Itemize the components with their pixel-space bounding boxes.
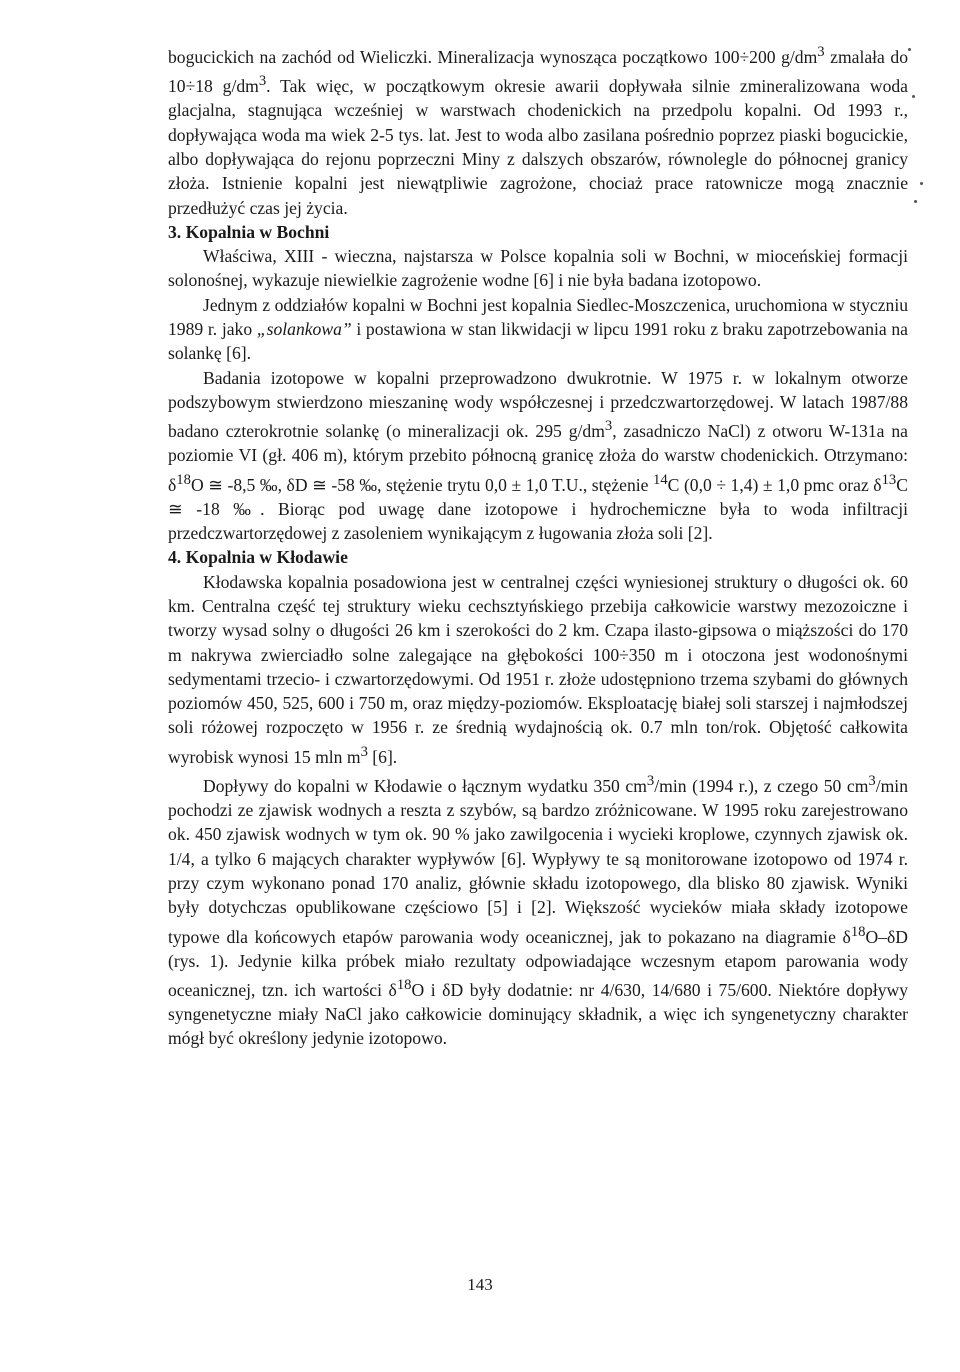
bochnia-paragraph-1: Właściwa, XIII - wieczna, najstarsza w Polsce kopalnia soli w Bochni, w mioceńskiej formacji solonośnej, wykazuje niewielkie zagrożenie wodne [6] i nie była badana izotopowo.: [168, 246, 908, 291]
scan-speck: [920, 182, 923, 185]
scan-speck: [908, 48, 911, 51]
klodawa-paragraph-2: Dopływy do kopalni w Kłodawie o łącznym wydatku 350 $cm^3/\min$ (1994 r.), z czego 50 $cm^3/\min$ pochodzi ze zjawisk wodnych a reszta z szybów, są bardzo zróżnicowane. W 1995 roku zarejestrowano ok. 450 zjawisk wodnych w tym ok. 90 % jako zawilgocenia i wycieki kroplowe, czynnych zjawisk ok. 1/4, a tylko 6 mających charakter wypływów [6]. Wypływy te są monitorowane izotopowo od 1974 r. przy czym wykonano ponad 170 analiz, głównie składu izotopowego, dla blisko 80 zjawisk. Wyniki były dotychczas opublikowane częściowo [5] i [2]. Większość wycieków miała składy izotopowe typowe dla końcowych etapów parowania wody oceanicznej, jak to pokazano na diagramie $\delta^{18}O-\delta D$ (rys. 1). Jedynie kilka próbek miało rezultaty odpowiadające wczesnym etapom parowania wody oceanicznej, tzn. ich wartości $\delta^{18}O$ i δD były dodatnie: nr 4/630, 14/680 i 75/600. Niektóre dopływy syngenetyczne miały NaCl jako całkowicie dominujący składnik, a więc ich syngenetyczny charakter mógł być określony jedynie izotopowo.: [168, 772, 909, 1049]
page-number: 143: [467, 1275, 493, 1294]
scan-speck: [914, 200, 917, 203]
bochnia-paragraph-2: Jednym z oddziałów kopalni w Bochni jest kopalnia Siedlec-Moszczenica, uruchomiona w styczniu 1989 r. jako „solankowa” i postawiona w stan likwidacji w lipcu 1991 roku z braku zapotrzebowania na solankę [6].: [168, 294, 908, 364]
section-heading-klodawa: 4. Kopalnia w Kłodawie: [168, 547, 348, 568]
intro-paragraph: bogucickich na zachód od Wieliczki. Mineralizacja wynosząca początkowo 100÷200 $g/dm^3$ zmalała do 10÷18 $g/dm^3$. Tak więc, w początkowym okresie awarii dopływała silnie zmineralizowana woda glacjalna, stagnująca wcześniej w warstwach chodenickich na przedpolu kopalni. Od 1993 r., dopływająca woda ma wiek 2-5 tys. lat. Jest to woda albo zasilana pośrednio poprzez piaski bogucickie, albo dopływająca do rejonu poprzeczni Miny z dalszych obszarów, równolegle do północnej granicy złoża. Istnienie kopalni jest niewątpliwie zagrożone, chociaż prace ratownicze mogą znacznie przedłużyć czas jej życia.: [168, 44, 908, 218]
scan-speck: [912, 95, 915, 98]
klodawa-paragraph-1: Kłodawska kopalnia posadowiona jest w centralnej części wyniesionej struktury o długości ok. 60 km. Centralna część tej struktury wieku cechsztyńskiego przebija całkowicie warstwy mezozoiczne i tworzy wysad solny o długości 26 km i szerokości do 2 km. Czapa ilasto-gipsowa o miąższości do 170 m nakrywa zwierciadło solne zalegające na głębokości 100÷350 m i otoczona jest wodonośnymi sedymentami trzecio- i czwartorzędowymi. Od 1951 r. złoże udostępniono trzema szybami do głównych poziomów 450, 525, 600 i 750 m, oraz między-poziomów. Eksploatację białej soli starszej i najmłodszej soli różowej rozpoczęto w 1956 r. ze średnią wydajnością ok. 0.7 mln ton/rok. Objętość całkowita wyrobisk wynosi 15 mln $m^3$ [6].: [168, 571, 908, 767]
bochnia-paragraph-3: Badania izotopowe w kopalni przeprowadzono dwukrotnie. W 1975 r. w lokalnym otworze podszybowym stwierdzono mieszaninę wody współczesnej i przedczwartorzędowej. W latach 1987/88 badano czterokrotnie solankę (o mineralizacji ok. 295 $g/dm^3$, zasadniczo NaCl) z otworu W-131a na poziomie VI (gł. 406 m), którym przebito północną granicę złoża do warstw chodenickich. Otrzymano: $\delta^{18}O$ ≅ -8,5 ‰, δD ≅ -58 ‰, stężenie trytu 0,0 ± 1,0 T.U., stężenie $^{14}$C (0,0 ÷ 1,4) ± 1,0 pmc oraz $\delta^{13}C$ ≅ -18 ‰. Biorąc pod uwagę dane izotopowe i hydrochemiczne była to woda infiltracji przedczwartorzędowej z zasoleniem wynikającym z ługowania złoża soli [2].: [168, 367, 908, 544]
section-heading-bochnia: 3. Kopalnia w Bochni: [168, 221, 330, 242]
document-page: [168, 40, 908, 1051]
